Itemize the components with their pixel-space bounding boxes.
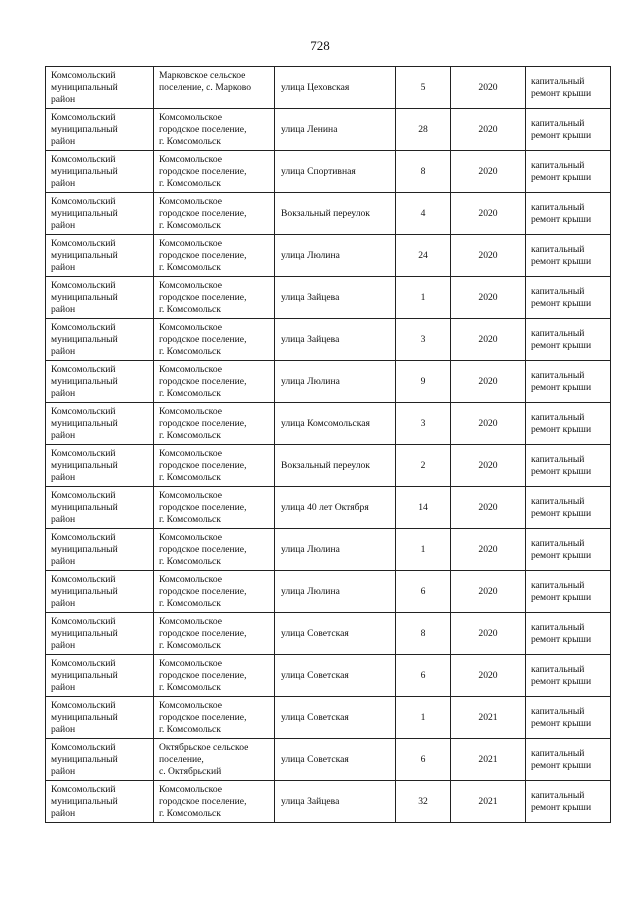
year-cell-text: 2020 <box>478 124 498 135</box>
settlement-cell <box>154 697 275 739</box>
settlement-cell-text: Комсомольское городское поселение, г. Комсомольск <box>159 490 247 525</box>
settlement-cell-text: Марковское сельское поселение, с. Марково <box>159 70 252 93</box>
settlement-cell-text: Комсомольское городское поселение, г. Комсомольск <box>159 406 247 441</box>
district-cell-text: Комсомольский муниципальный район <box>51 112 118 147</box>
year-cell <box>451 109 526 151</box>
settlement-cell <box>154 109 275 151</box>
street-cell-text: улица Люлина <box>281 376 340 387</box>
street-cell-text: улица Зайцева <box>281 334 340 345</box>
year-cell-text: 2021 <box>478 712 498 723</box>
street-cell-text: улица Советская <box>281 628 349 639</box>
settlement-cell-text: Комсомольское городское поселение, г. Комсомольск <box>159 238 247 273</box>
district-cell-text: Комсомольский муниципальный район <box>51 448 118 483</box>
district-cell-text: Комсомольский муниципальный район <box>51 154 118 189</box>
work-type-cell <box>526 445 611 487</box>
street-cell-text: улица Люлина <box>281 250 340 261</box>
work-type-cell <box>526 67 611 109</box>
district-cell <box>46 487 154 529</box>
year-cell-text: 2020 <box>478 292 498 303</box>
house-number-cell-text: 3 <box>420 418 426 429</box>
street-cell <box>275 109 396 151</box>
house-number-cell-text: 1 <box>420 544 426 555</box>
street-cell-text: улица Советская <box>281 712 349 723</box>
house-number-cell <box>396 529 451 571</box>
work-type-cell-text: капитальный ремонт крыши <box>531 76 592 99</box>
street-cell <box>275 571 396 613</box>
year-cell-text: 2020 <box>478 586 498 597</box>
district-cell-text: Комсомольский муниципальный район <box>51 322 118 357</box>
work-type-cell-text: капитальный ремонт крыши <box>531 790 592 813</box>
house-number-cell <box>396 193 451 235</box>
house-number-cell <box>396 697 451 739</box>
year-cell <box>451 235 526 277</box>
house-number-cell <box>396 445 451 487</box>
year-cell <box>451 277 526 319</box>
work-type-cell <box>526 403 611 445</box>
district-cell <box>46 655 154 697</box>
settlement-cell <box>154 487 275 529</box>
house-number-cell <box>396 403 451 445</box>
street-cell-text: улица Советская <box>281 670 349 681</box>
street-cell <box>275 193 396 235</box>
year-cell <box>451 193 526 235</box>
district-cell <box>46 697 154 739</box>
work-type-cell <box>526 361 611 403</box>
settlement-cell <box>154 319 275 361</box>
work-type-cell <box>526 781 611 823</box>
year-cell-text: 2020 <box>478 670 498 681</box>
district-cell <box>46 739 154 781</box>
work-type-cell-text: капитальный ремонт крыши <box>531 370 592 393</box>
year-cell <box>451 151 526 193</box>
district-cell <box>46 571 154 613</box>
street-cell-text: улица Люлина <box>281 586 340 597</box>
street-cell <box>275 319 396 361</box>
district-cell-text: Комсомольский муниципальный район <box>51 70 118 105</box>
street-cell <box>275 403 396 445</box>
work-type-cell-text: капитальный ремонт крыши <box>531 580 592 603</box>
settlement-cell-text: Комсомольское городское поселение, г. Комсомольск <box>159 154 247 189</box>
work-type-cell <box>526 739 611 781</box>
street-cell-text: улица Цеховская <box>281 82 350 93</box>
district-cell <box>46 403 154 445</box>
year-cell <box>451 781 526 823</box>
house-number-cell <box>396 739 451 781</box>
settlement-cell <box>154 193 275 235</box>
house-number-cell <box>396 487 451 529</box>
table-row <box>46 109 611 151</box>
year-cell <box>451 739 526 781</box>
year-cell <box>451 319 526 361</box>
street-cell <box>275 67 396 109</box>
table-row <box>46 655 611 697</box>
work-type-cell-text: капитальный ремонт крыши <box>531 748 592 771</box>
table-row <box>46 781 611 823</box>
house-number-cell-text: 6 <box>420 670 426 681</box>
district-cell-text: Комсомольский муниципальный район <box>51 784 118 819</box>
house-number-cell-text: 32 <box>418 796 428 807</box>
work-type-cell <box>526 613 611 655</box>
year-cell-text: 2020 <box>478 418 498 429</box>
settlement-cell <box>154 445 275 487</box>
street-cell <box>275 697 396 739</box>
house-number-cell-text: 1 <box>420 292 426 303</box>
district-cell <box>46 319 154 361</box>
work-type-cell <box>526 571 611 613</box>
settlement-cell <box>154 67 275 109</box>
year-cell <box>451 361 526 403</box>
settlement-cell-text: Комсомольское городское поселение, г. Комсомольск <box>159 196 247 231</box>
street-cell <box>275 655 396 697</box>
work-type-cell-text: капитальный ремонт крыши <box>531 538 592 561</box>
house-number-cell <box>396 781 451 823</box>
settlement-cell-text: Комсомольское городское поселение, г. Комсомольск <box>159 700 247 735</box>
street-cell <box>275 151 396 193</box>
work-type-cell <box>526 151 611 193</box>
year-cell-text: 2021 <box>478 796 498 807</box>
year-cell-text: 2020 <box>478 544 498 555</box>
settlement-cell-text: Комсомольское городское поселение, г. Комсомольск <box>159 280 247 315</box>
housing-repair-table <box>45 66 611 823</box>
district-cell-text: Комсомольский муниципальный район <box>51 280 118 315</box>
settlement-cell <box>154 781 275 823</box>
house-number-cell-text: 24 <box>418 250 428 261</box>
street-cell <box>275 361 396 403</box>
work-type-cell-text: капитальный ремонт крыши <box>531 664 592 687</box>
house-number-cell-text: 2 <box>420 460 426 471</box>
district-cell <box>46 529 154 571</box>
settlement-cell-text: Комсомольское городское поселение, г. Комсомольск <box>159 784 247 819</box>
house-number-cell-text: 6 <box>420 586 426 597</box>
work-type-cell <box>526 235 611 277</box>
house-number-cell-text: 28 <box>418 124 428 135</box>
district-cell <box>46 445 154 487</box>
house-number-cell-text: 3 <box>420 334 426 345</box>
year-cell-text: 2020 <box>478 166 498 177</box>
district-cell <box>46 613 154 655</box>
table-row <box>46 403 611 445</box>
settlement-cell <box>154 151 275 193</box>
district-cell-text: Комсомольский муниципальный район <box>51 574 118 609</box>
year-cell <box>451 529 526 571</box>
settlement-cell-text: Комсомольское городское поселение, г. Комсомольск <box>159 112 247 147</box>
district-cell-text: Комсомольский муниципальный район <box>51 364 118 399</box>
table-row <box>46 529 611 571</box>
district-cell <box>46 277 154 319</box>
house-number-cell-text: 4 <box>420 208 426 219</box>
work-type-cell-text: капитальный ремонт крыши <box>531 118 592 141</box>
district-cell-text: Комсомольский муниципальный район <box>51 700 118 735</box>
year-cell <box>451 445 526 487</box>
district-cell <box>46 361 154 403</box>
year-cell <box>451 697 526 739</box>
table-row <box>46 739 611 781</box>
settlement-cell-text: Комсомольское городское поселение, г. Комсомольск <box>159 532 247 567</box>
house-number-cell-text: 5 <box>420 82 426 93</box>
street-cell-text: Вокзальный переулок <box>281 460 370 471</box>
year-cell-text: 2020 <box>478 82 498 93</box>
settlement-cell <box>154 403 275 445</box>
settlement-cell <box>154 613 275 655</box>
district-cell <box>46 67 154 109</box>
house-number-cell <box>396 319 451 361</box>
settlement-cell-text: Комсомольское городское поселение, г. Комсомольск <box>159 574 247 609</box>
work-type-cell-text: капитальный ремонт крыши <box>531 412 592 435</box>
street-cell-text: улица Ленина <box>281 124 338 135</box>
house-number-cell <box>396 655 451 697</box>
table-row <box>46 193 611 235</box>
district-cell <box>46 151 154 193</box>
settlement-cell <box>154 739 275 781</box>
table-row <box>46 319 611 361</box>
work-type-cell-text: капитальный ремонт крыши <box>531 160 592 183</box>
work-type-cell-text: капитальный ремонт крыши <box>531 244 592 267</box>
house-number-cell <box>396 109 451 151</box>
year-cell-text: 2020 <box>478 376 498 387</box>
settlement-cell <box>154 571 275 613</box>
table-row <box>46 235 611 277</box>
district-cell-text: Комсомольский муниципальный район <box>51 658 118 693</box>
street-cell-text: улица Советская <box>281 754 349 765</box>
year-cell <box>451 613 526 655</box>
house-number-cell <box>396 151 451 193</box>
work-type-cell-text: капитальный ремонт крыши <box>531 328 592 351</box>
year-cell-text: 2021 <box>478 754 498 765</box>
street-cell-text: улица Люлина <box>281 544 340 555</box>
table-row <box>46 151 611 193</box>
work-type-cell <box>526 529 611 571</box>
year-cell <box>451 67 526 109</box>
settlement-cell <box>154 361 275 403</box>
year-cell <box>451 571 526 613</box>
work-type-cell-text: капитальный ремонт крыши <box>531 622 592 645</box>
table-body <box>46 67 611 823</box>
table-row <box>46 697 611 739</box>
work-type-cell-text: капитальный ремонт крыши <box>531 202 592 225</box>
work-type-cell-text: капитальный ремонт крыши <box>531 496 592 519</box>
table-row <box>46 613 611 655</box>
street-cell-text: улица Зайцева <box>281 292 340 303</box>
table-row <box>46 277 611 319</box>
street-cell-text: улица Спортивная <box>281 166 356 177</box>
district-cell <box>46 781 154 823</box>
work-type-cell <box>526 655 611 697</box>
table-row <box>46 571 611 613</box>
district-cell-text: Комсомольский муниципальный район <box>51 532 118 567</box>
street-cell-text: улица Комсомольская <box>281 418 370 429</box>
work-type-cell-text: капитальный ремонт крыши <box>531 706 592 729</box>
street-cell <box>275 613 396 655</box>
street-cell <box>275 445 396 487</box>
district-cell-text: Комсомольский муниципальный район <box>51 406 118 441</box>
settlement-cell <box>154 277 275 319</box>
year-cell-text: 2020 <box>478 250 498 261</box>
street-cell-text: улица 40 лет Октября <box>281 502 369 513</box>
settlement-cell <box>154 655 275 697</box>
street-cell-text: Вокзальный переулок <box>281 208 370 219</box>
house-number-cell <box>396 571 451 613</box>
work-type-cell <box>526 193 611 235</box>
year-cell-text: 2020 <box>478 502 498 513</box>
house-number-cell-text: 8 <box>420 628 426 639</box>
district-cell <box>46 109 154 151</box>
district-cell-text: Комсомольский муниципальный район <box>51 196 118 231</box>
street-cell <box>275 739 396 781</box>
house-number-cell <box>396 277 451 319</box>
year-cell-text: 2020 <box>478 628 498 639</box>
year-cell <box>451 403 526 445</box>
work-type-cell-text: капитальный ремонт крыши <box>531 454 592 477</box>
street-cell <box>275 277 396 319</box>
house-number-cell <box>396 67 451 109</box>
work-type-cell <box>526 277 611 319</box>
table-row <box>46 445 611 487</box>
year-cell <box>451 655 526 697</box>
work-type-cell <box>526 109 611 151</box>
work-type-cell <box>526 697 611 739</box>
house-number-cell-text: 9 <box>420 376 426 387</box>
year-cell-text: 2020 <box>478 334 498 345</box>
district-cell-text: Комсомольский муниципальный район <box>51 490 118 525</box>
street-cell <box>275 235 396 277</box>
street-cell <box>275 529 396 571</box>
settlement-cell-text: Комсомольское городское поселение, г. Комсомольск <box>159 616 247 651</box>
house-number-cell <box>396 361 451 403</box>
settlement-cell-text: Комсомольское городское поселение, г. Комсомольск <box>159 658 247 693</box>
page-number: 728 <box>310 38 330 53</box>
house-number-cell-text: 1 <box>420 712 426 723</box>
district-cell-text: Комсомольский муниципальный район <box>51 616 118 651</box>
year-cell <box>451 487 526 529</box>
settlement-cell-text: Комсомольское городское поселение, г. Комсомольск <box>159 448 247 483</box>
house-number-cell-text: 6 <box>420 754 426 765</box>
settlement-cell <box>154 529 275 571</box>
table-row <box>46 361 611 403</box>
house-number-cell <box>396 613 451 655</box>
settlement-cell-text: Октябрьское сельское поселение, с. Октябрьский <box>159 742 249 777</box>
street-cell <box>275 487 396 529</box>
street-cell-text: улица Зайцева <box>281 796 340 807</box>
district-cell-text: Комсомольский муниципальный район <box>51 742 118 777</box>
house-number-cell-text: 8 <box>420 166 426 177</box>
district-cell <box>46 193 154 235</box>
year-cell-text: 2020 <box>478 208 498 219</box>
house-number-cell <box>396 235 451 277</box>
settlement-cell <box>154 235 275 277</box>
house-number-cell-text: 14 <box>418 502 428 513</box>
settlement-cell-text: Комсомольское городское поселение, г. Комсомольск <box>159 322 247 357</box>
table-row <box>46 487 611 529</box>
district-cell-text: Комсомольский муниципальный район <box>51 238 118 273</box>
work-type-cell <box>526 319 611 361</box>
work-type-cell-text: капитальный ремонт крыши <box>531 286 592 309</box>
district-cell <box>46 235 154 277</box>
settlement-cell-text: Комсомольское городское поселение, г. Комсомольск <box>159 364 247 399</box>
table-row <box>46 67 611 109</box>
street-cell <box>275 781 396 823</box>
work-type-cell <box>526 487 611 529</box>
year-cell-text: 2020 <box>478 460 498 471</box>
